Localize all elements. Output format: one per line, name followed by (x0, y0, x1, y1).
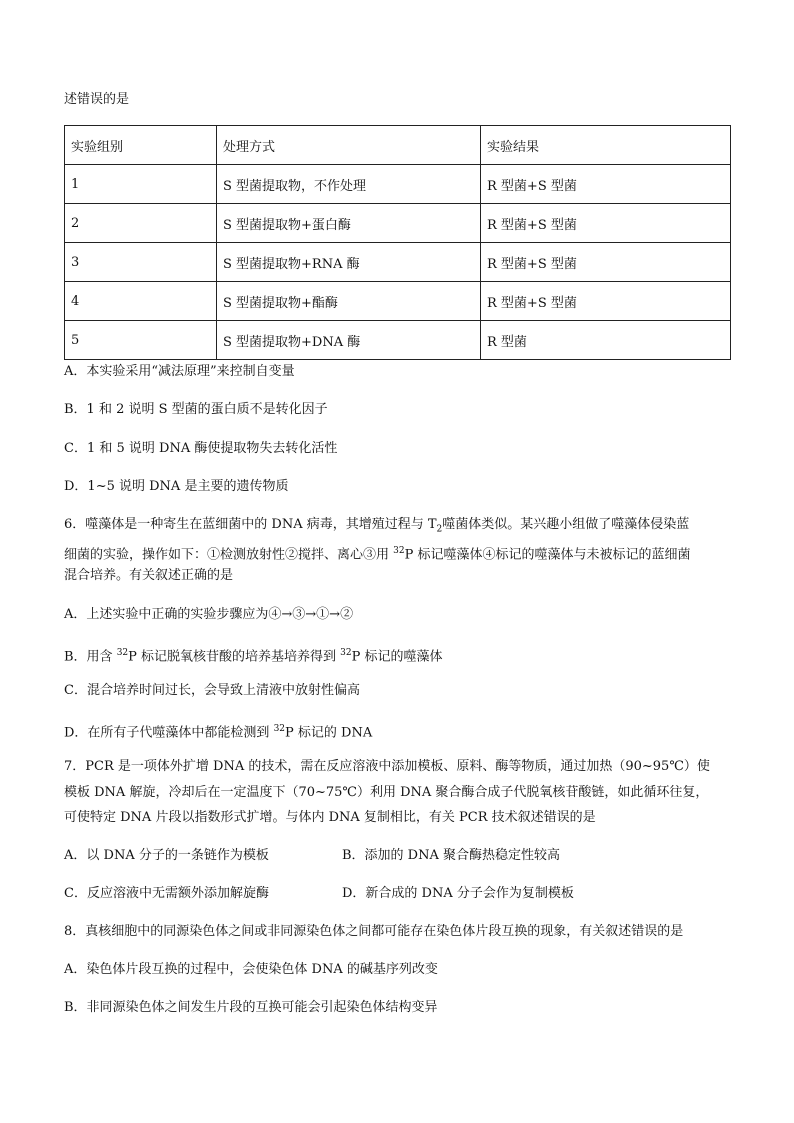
q6-option-a: A．上述实验中正确的实验步骤应为④→③→①→② (64, 607, 354, 622)
q7-option-b: B．添加的 DNA 聚合酶热稳定性较高 (342, 848, 561, 863)
table-header-group: 实验组别 (65, 126, 217, 165)
table-row (65, 204, 731, 243)
q5-option-a: A．本实验采用“减法原理”来控制自变量 (64, 364, 295, 379)
q7-option-c: C．反应溶液中无需额外添加解旋酶 (64, 886, 269, 901)
table-cell: R 型菌+S 型菌 (481, 243, 731, 282)
table-cell: R 型菌+S 型菌 (481, 165, 731, 204)
q7-option-a: A．以 DNA 分子的一条链作为模板 (64, 848, 269, 863)
table-row (65, 243, 731, 282)
q6-stem-part: 噬菌体类似。某兴趣小组做了噬藻体侵染蓝 (442, 517, 690, 532)
table-header-treatment: 处理方式 (217, 126, 481, 165)
q7-stem-line3: 可使特定 DNA 片段以指数形式扩增。与体内 DNA 复制相比，有关 PCR 技术叙述错误的是 (64, 810, 596, 825)
q7-stem-line2: 模板 DNA 解旋，冷却后在一定温度下（70~75℃）利用 DNA 聚合酶合成子代脱氧核苷酸链，如此循环往复， (64, 785, 709, 800)
q8-option-b: B．非同源染色体之间发生片段的互换可能会引起染色体结构变异 (64, 1000, 438, 1015)
table-cell: R 型菌+S 型菌 (481, 204, 731, 243)
experiment-table (64, 125, 731, 360)
q6-option-part: B．用含 (64, 649, 117, 665)
q8-stem: 8．真核细胞中的同源染色体之间或非同源染色体之间都可能存在染色体片段互换的现象，有关叙述错误的是 (64, 924, 684, 939)
q7-option-d: D．新合成的 DNA 分子会作为复制模板 (342, 886, 574, 901)
q7-stem-line1: 7．PCR 是一项体外扩增 DNA 的技术，需在反应溶液中添加模板、原料、酶等物质，通过加热（90~95℃）使 (64, 759, 710, 774)
table-row (65, 321, 731, 360)
table-cell: 5 (65, 321, 217, 360)
table-row (65, 165, 731, 204)
table-cell: S 型菌提取物，不作处理 (217, 165, 481, 204)
table-cell: 1 (65, 165, 217, 204)
q6-superscript: 32 (340, 648, 352, 658)
table-cell: 2 (65, 204, 217, 243)
table-cell: S 型菌提取物+蛋白酶 (217, 204, 481, 243)
q6-stem-line2 (64, 541, 690, 565)
table-cell: 3 (65, 243, 217, 282)
table-cell: 4 (65, 282, 217, 321)
q5-option-b: B．1 和 2 说明 S 型菌的蛋白质不是转化因子 (64, 402, 328, 417)
q6-superscript: 32 (393, 546, 405, 556)
q6-option-part: P 标记的噬藻体 (351, 649, 443, 665)
q6-superscript: 32 (116, 648, 129, 658)
q6-option-part: D．在所有子代噬藻体中都能检测到 (64, 725, 274, 741)
q6-subscript: 2 (436, 524, 443, 535)
q6-stem-part: P 标记噬藻体④标记的噬藻体与未被标记的蓝细菌 (404, 547, 691, 563)
q6-stem-line3: 混合培养。有关叙述正确的是 (64, 568, 234, 583)
table-cell: R 型菌+S 型菌 (481, 282, 731, 321)
table-row (65, 282, 731, 321)
table-cell: S 型菌提取物+RNA 酶 (217, 243, 481, 282)
q6-stem-part: 细菌的实验，操作如下：①检测放射性②搅拌、离心③用 (64, 547, 394, 563)
table-header-result: 实验结果 (481, 126, 731, 165)
table-cell: S 型菌提取物+酯酶 (217, 282, 481, 321)
q6-option-part: P 标记脱氧核苷酸的培养基培养得到 (128, 649, 341, 665)
q6-superscript: 32 (273, 724, 286, 734)
question-5-stem-tail: 述错误的是 (64, 92, 130, 107)
table-cell: S 型菌提取物+DNA 酶 (217, 321, 481, 360)
q6-option-c: C．混合培养时间过长，会导致上清液中放射性偏高 (64, 683, 360, 698)
q6-option-part: P 标记的 DNA (285, 725, 373, 741)
q6-option-d (64, 719, 372, 743)
q6-stem-line1 (64, 515, 689, 540)
q5-option-c: C．1 和 5 说明 DNA 酶使提取物失去转化活性 (64, 441, 338, 456)
q6-stem-part: 6．噬藻体是一种寄生在蓝细菌中的 DNA 病毒，其增殖过程与 T (64, 517, 437, 532)
q5-option-d: D．1~5 说明 DNA 是主要的遗传物质 (64, 479, 289, 494)
q8-option-a: A．染色体片段互换的过程中，会使染色体 DNA 的碱基序列改变 (64, 962, 438, 977)
table-cell: R 型菌 (481, 321, 731, 360)
q7-options-row-2 (64, 884, 730, 904)
q7-options-row-1 (64, 846, 730, 866)
q6-option-b (64, 643, 443, 667)
table-header-row (65, 126, 731, 165)
